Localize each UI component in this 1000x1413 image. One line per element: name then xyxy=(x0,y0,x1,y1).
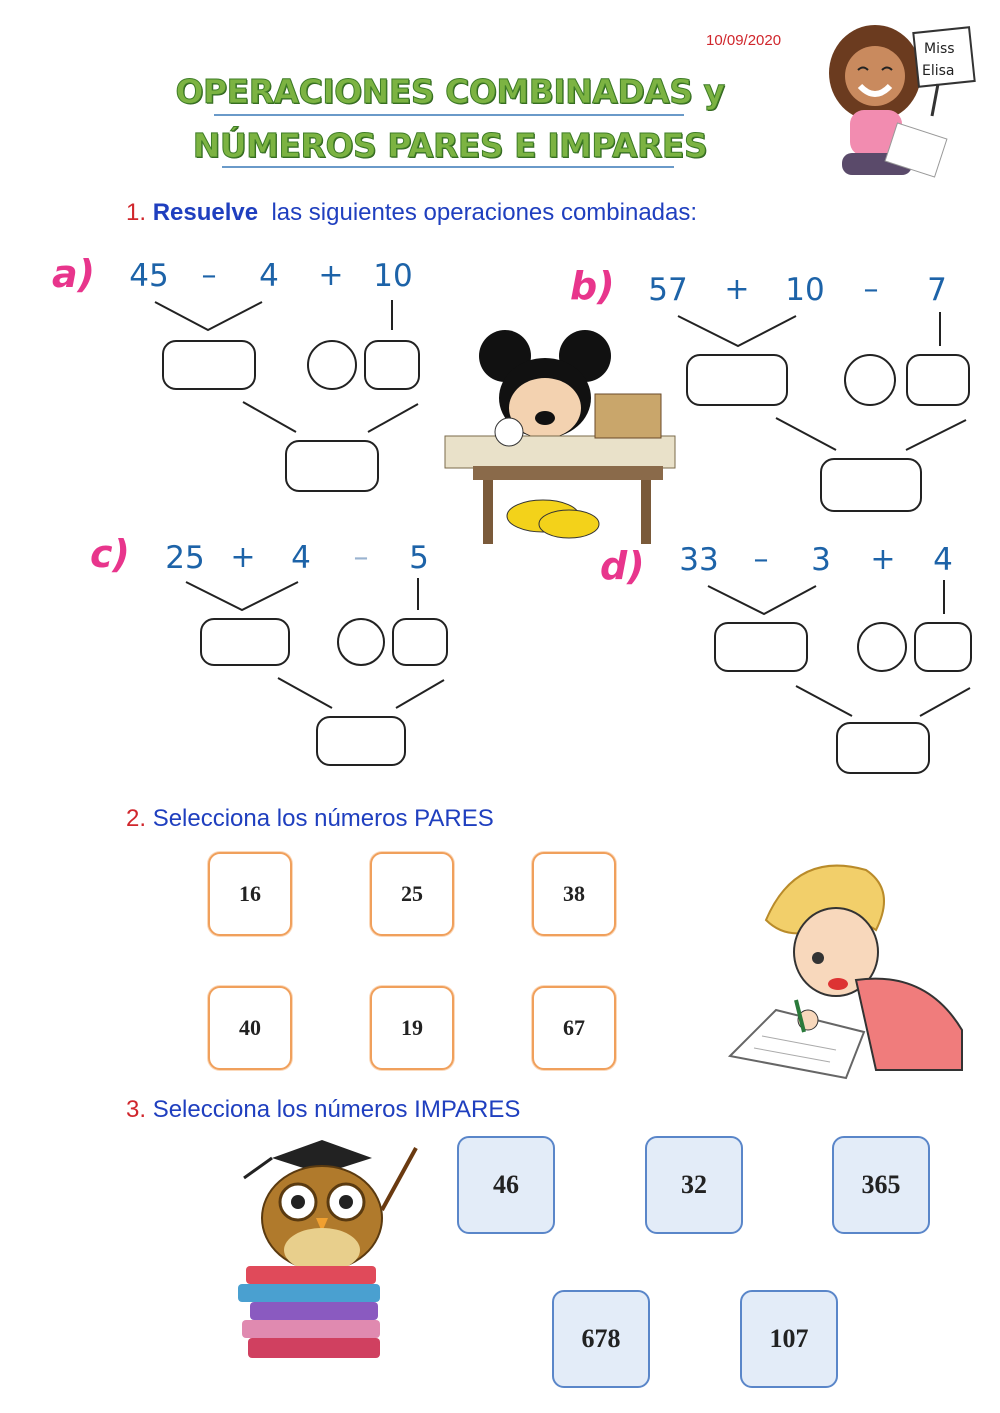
section1-text: las siguientes operaciones combinadas: xyxy=(271,199,698,226)
exercise-d-label: d) xyxy=(600,544,645,588)
exercise-d-token-3: 3 xyxy=(811,542,831,578)
section3-heading xyxy=(126,1096,520,1124)
exercise-d-token-2: – xyxy=(753,542,769,577)
exercise-c-label: c) xyxy=(90,532,130,576)
exercise-b-label: b) xyxy=(570,264,615,308)
odd-choice-card[interactable]: 678 xyxy=(552,1290,650,1388)
exercise-b-token-4: – xyxy=(863,272,879,307)
exercise-b-token-1: 57 xyxy=(648,272,688,308)
exercise-a-token-4: + xyxy=(318,258,344,293)
section1-number: 1. xyxy=(126,199,147,226)
even-choice-card[interactable]: 16 xyxy=(208,852,292,936)
sign-text-2: Elisa xyxy=(922,63,955,79)
exercise-b-token-3: 10 xyxy=(785,272,825,308)
section3-number: 3. xyxy=(126,1096,147,1123)
exercise-d-token-1: 33 xyxy=(679,542,719,578)
exercise-a-label: a) xyxy=(52,252,96,296)
odd-choice-card[interactable]: 107 xyxy=(740,1290,838,1388)
even-choice-card[interactable]: 38 xyxy=(532,852,616,936)
exercise-d-answer-box-2[interactable] xyxy=(914,622,972,672)
section2-number: 2. xyxy=(126,805,147,832)
even-choice-card[interactable]: 40 xyxy=(208,986,292,1070)
odd-choice-card[interactable]: 365 xyxy=(832,1136,930,1234)
exercise-d-operator-circle[interactable] xyxy=(857,622,907,672)
exercise-d-result-box[interactable] xyxy=(836,722,930,774)
section1-bold-text: Resuelve xyxy=(152,199,259,226)
exercise-c-token-3: 4 xyxy=(291,540,311,576)
owl-books-illustration xyxy=(232,1138,424,1364)
odd-choice-card[interactable]: 32 xyxy=(645,1136,743,1234)
exercise-b-token-2: + xyxy=(724,272,750,307)
even-choice-card[interactable]: 19 xyxy=(370,986,454,1070)
exercise-d-token-5: 4 xyxy=(933,542,953,578)
section2-heading xyxy=(126,805,494,833)
boy-writing-illustration xyxy=(726,860,968,1080)
page-title-line1: OPERACIONES COMBINADAS y xyxy=(175,72,725,111)
exercise-c-token-1: 25 xyxy=(165,540,205,576)
exercise-c-token-2: + xyxy=(230,540,256,575)
section2-text: Selecciona los números PARES xyxy=(152,805,494,832)
page-title-line2: NÚMEROS PARES E IMPARES xyxy=(192,126,708,165)
exercise-a-token-2: – xyxy=(201,258,217,293)
exercise-a-token-3: 4 xyxy=(259,258,279,294)
exercise-d-answer-box-1[interactable] xyxy=(714,622,808,672)
exercise-c-token-4: – xyxy=(353,540,369,575)
date-label: 10/09/2020 xyxy=(706,32,782,49)
exercise-a-token-5: 10 xyxy=(373,258,413,294)
even-choice-card[interactable]: 67 xyxy=(532,986,616,1070)
section3-text: Selecciona los números IMPARES xyxy=(152,1096,521,1123)
exercise-a-token-1: 45 xyxy=(129,258,169,294)
sign-text-1: Miss xyxy=(924,41,955,57)
exercise-c-token-5: 5 xyxy=(409,540,429,576)
exercise-b-token-5: 7 xyxy=(927,272,947,308)
even-choice-card[interactable]: 25 xyxy=(370,852,454,936)
odd-choice-card[interactable]: 46 xyxy=(457,1136,555,1234)
exercise-d-token-4: + xyxy=(870,542,896,577)
